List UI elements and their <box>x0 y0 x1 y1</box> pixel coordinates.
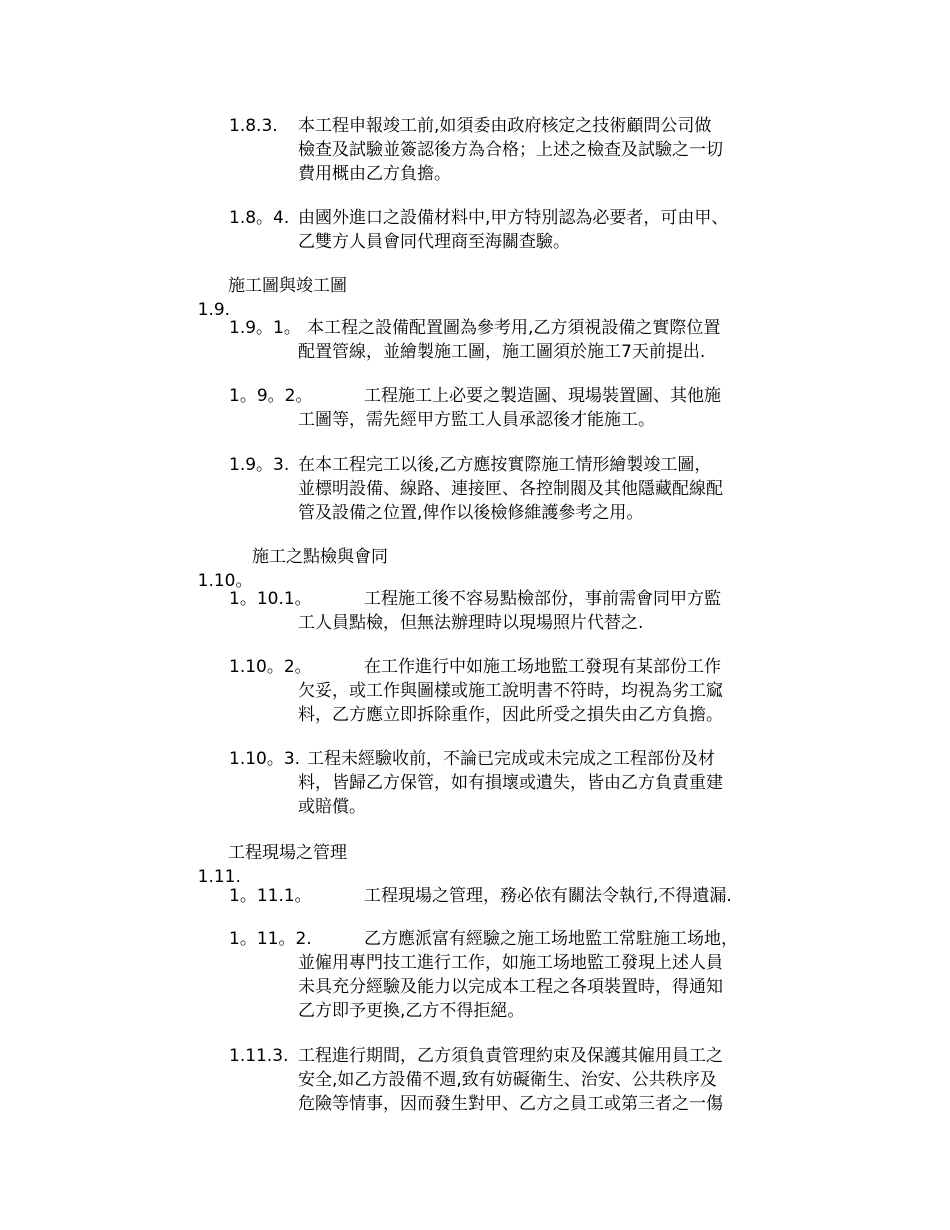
section-number: 1.9. <box>197 300 231 320</box>
clause-number: 1.11.3. <box>229 1046 289 1066</box>
clause-text-line: 工圖等，需先經甲方監工人員承認後才能施工。 <box>298 410 655 430</box>
clause-text-line: 乙方應派富有經驗之施工场地監工常駐施工场地， <box>364 929 738 949</box>
clause-text-line: 工人員點檢，但無法辦理時以現場照片代替之. <box>298 613 644 633</box>
clause-text-line: 工程進行期間，乙方須負責管理約束及保護其僱用員工之 <box>298 1046 723 1066</box>
clause-number: 1.8.3. <box>229 116 278 136</box>
clause-text-line: 乙雙方人員會同代理商至海關查驗。 <box>298 232 570 252</box>
clause-text-line: 在工作進行中如施工场地監工發現有某部份工作 <box>364 657 721 677</box>
clause-text-line: 工程現場之管理，務必依有關法令執行,不得遺漏. <box>364 886 732 906</box>
clause-text-line: 並僱用專門技工進行工作，如施工场地監工發現上述人員 <box>298 953 723 973</box>
section-title: 工程現場之管理 <box>228 843 347 863</box>
clause-number: 1.10。3. <box>229 749 301 769</box>
clause-text-line: 工程施工後不容易點檢部份，事前需會同甲方監 <box>364 589 721 609</box>
clause-number: 1.8。4. <box>229 208 290 228</box>
clause-text-line: 料，皆歸乙方保管，如有損壞或遺失，皆由乙方負責重建 <box>298 773 723 793</box>
clause-text-line: 未具充分經驗及能力以完成本工程之各項裝置時，得通知 <box>298 977 723 997</box>
clause-number: 1。11.1。 <box>229 886 312 906</box>
section-number: 1.10。 <box>197 571 253 591</box>
clause-number: 1.10。2。 <box>229 657 312 677</box>
clause-number: 1.9。1。 <box>229 318 301 338</box>
clause-number: 1。9。2。 <box>229 386 313 406</box>
clause-number: 1。10.1。 <box>229 589 312 609</box>
clause-text-line: 管及設備之位置,俾作以後檢修維護參考之用。 <box>298 503 644 523</box>
clause-text-line: 安全,如乙方設備不週,致有妨礙衛生、治安、公共秩序及 <box>298 1070 717 1090</box>
clause-text-line: 費用概由乙方負擔。 <box>298 164 451 184</box>
clause-text-line: 或賠償。 <box>298 797 366 817</box>
clause-text-line: 工程施工上必要之製造圖、現場裝置圖、其他施 <box>364 386 721 406</box>
clause-text-line: 乙方即予更換,乙方不得拒絕。 <box>298 1001 525 1021</box>
section-title: 施工之點檢與會同 <box>252 547 388 567</box>
clause-text-line: 本工程申報竣工前,如須委由政府核定之技術顧問公司做 <box>298 116 712 136</box>
section-title: 施工圖與竣工圖 <box>228 276 347 296</box>
clause-number: 1。11。2. <box>229 929 312 949</box>
clause-text-line: 工程未經驗收前，不論已完成或未完成之工程部份及材 <box>307 749 715 769</box>
clause-text-line: 料，乙方應立即拆除重作，因此所受之損失由乙方負擔。 <box>298 705 723 725</box>
clause-text-line: 檢查及試驗並簽認後方為合格；上述之檢查及試驗之一切 <box>298 140 723 160</box>
section-number: 1.11. <box>197 867 241 887</box>
clause-text-line: 並標明設備、線路、連接匣、各控制閥及其他隱藏配線配 <box>298 479 723 499</box>
clause-text-line: 在本工程完工以後,乙方應按實際施工情形繪製竣工圖， <box>298 455 712 475</box>
clause-text-line: 本工程之設備配置圖為參考用,乙方須視設備之實際位置 <box>307 318 721 338</box>
clause-text-line: 危險等情事，因而發生對甲、乙方之員工或第三者之一傷 <box>298 1094 723 1114</box>
clause-number: 1.9。3. <box>229 455 290 475</box>
clause-text-line: 欠妥，或工作與圖樣或施工說明書不符時，均視為劣工窳 <box>298 681 723 701</box>
clause-text-line: 由國外進口之設備材料中,甲方特別認為必要者，可由甲、 <box>298 208 729 228</box>
clause-text-line: 配置管線，並繪製施工圖，施工圖須於施工7天前提出. <box>298 342 706 362</box>
